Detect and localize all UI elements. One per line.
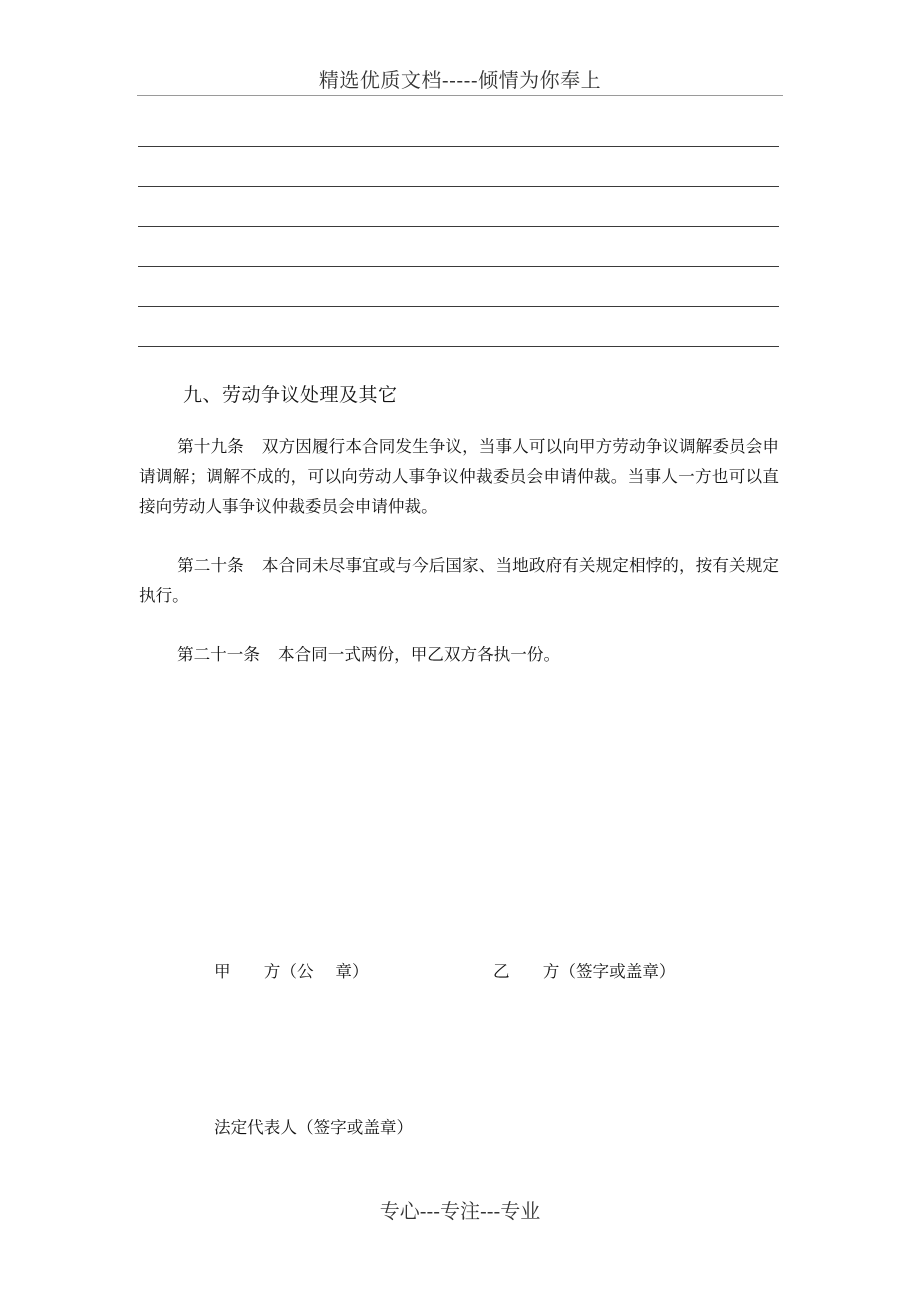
blank-fill-line: [138, 146, 779, 147]
article-text: 双方因履行本合同发生争议，当事人可以向甲方劳动争议调解委员会申请调解；调解不成的，可以向劳动人事争议仲裁委员会申请仲裁。当事人一方也可以直接向劳动人事争议仲裁委员会申请仲裁。: [139, 437, 780, 516]
blank-fill-line: [138, 346, 779, 347]
signature-party-a: 甲 方（公 章）: [214, 962, 369, 981]
section-title: 九、劳动争议处理及其它: [183, 384, 398, 406]
header-divider: [137, 95, 783, 96]
signature-legal-rep: 法定代表人（签字或盖章）: [214, 1118, 414, 1137]
article-label: 第二十条: [177, 556, 244, 575]
article-text: 本合同一式两份，甲乙双方各执一份。: [277, 645, 561, 664]
article-20: [139, 551, 779, 611]
article-label: 第二十一条: [177, 645, 260, 664]
blank-fill-line: [138, 226, 779, 227]
page-footer: 专心---专注---专业: [379, 1199, 541, 1223]
blank-fill-line: [138, 186, 779, 187]
article-21: [139, 640, 779, 670]
article-label: 第十九条: [177, 437, 244, 456]
article-19: [139, 432, 779, 522]
blank-fill-line: [138, 306, 779, 307]
signature-party-b: 乙 方（签字或盖章）: [493, 962, 676, 981]
article-text: 本合同未尽事宜或与今后国家、当地政府有关规定相悖的，按有关规定执行。: [139, 556, 780, 605]
page-header: 精选优质文档-----倾情为你奉上: [318, 68, 602, 92]
blank-fill-line: [138, 266, 779, 267]
